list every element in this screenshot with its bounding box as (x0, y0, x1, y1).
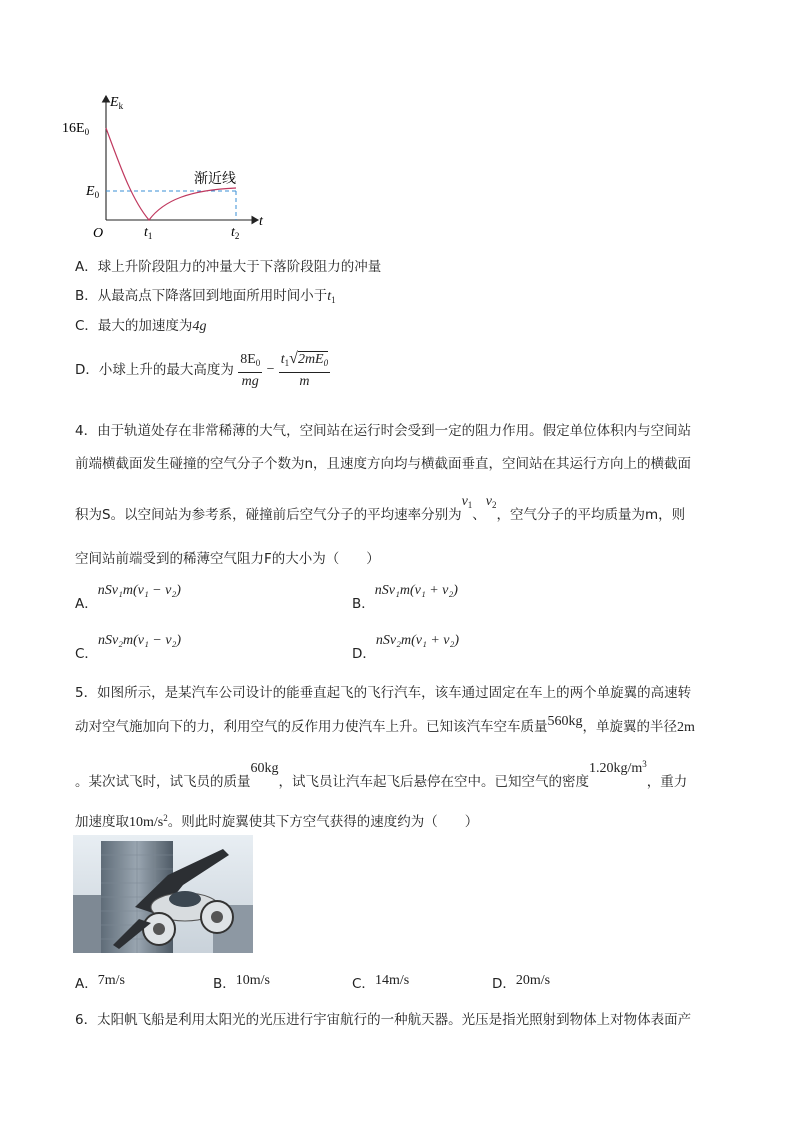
q4-line-3: 积为S。以空间站为参考系，碰撞前后空气分子的平均速率分别为$v^1$、$v^2$，空气分子的平均质量为m，则 (75, 494, 686, 523)
y-axis-label: $E_k$ (110, 95, 124, 111)
x-axis-label: t (259, 214, 263, 229)
q4-option-d: D．nSv₂m(v₁ + v₂) (352, 633, 460, 662)
q5-option-b: B．10m/s (213, 973, 270, 992)
q3-option-b-text: B．从最高点下降落回到地面所用时间小于 (75, 288, 328, 304)
q3-option-c-expr: 4g (192, 319, 207, 334)
q3-option-d-text: D．小球上升的最大高度为 (75, 362, 234, 378)
q3-option-d-minus: − (266, 362, 275, 377)
asymptote-label: 渐近线 (194, 171, 236, 187)
q3-option-d-frac1: $\frac{8E_0}{mg}$ (240, 351, 261, 389)
y-tick-e0: $E_0$ (86, 184, 100, 200)
q3-option-b (75, 286, 336, 310)
q6-line-1: 6．太阳帆飞船是利用太阳光的光压进行宇宙航行的一种航天器。光压是指光照射到物体上对物体表面产 (75, 1012, 692, 1028)
q5-option-d: D．20m/s (492, 973, 551, 992)
q5-option-a: A．7m/s (75, 973, 125, 992)
q4-option-b: B．nSv₁m(v₁ + v₂) (352, 583, 458, 612)
ek-t-graph (60, 88, 280, 240)
q4-line-1: 4．由于轨道处存在非常稀薄的大气，空间站在运行时会受到一定的阻力作用。假定单位体积内与空间站 (75, 423, 692, 439)
q5-line-2: 动对空气施加向下的力，利用空气的反作用力使汽车上升。已知该汽车空车质量560kg，单旋翼的半径2m (75, 714, 695, 735)
q5-line-1: 5．如图所示，是某汽车公司设计的能垂直起飞的飞行汽车，该车通过固定在车上的两个单旋翼的高速转 (75, 685, 692, 701)
q4-line-4: 空间站前端受到的稀薄空气阻力F的大小为（ ） (75, 551, 380, 567)
q3-option-d (75, 350, 330, 390)
q5-line-4: 加速度取$10m/s^2$。则此时旋翼使其下方空气获得的速度约为（ ） (75, 813, 479, 830)
q5-option-c: C．14m/s (352, 973, 410, 992)
x-tick-t1: $t_1$ (144, 225, 153, 240)
q3-option-a: A．球上升阶段阻力的冲量大于下落阶段阻力的冲量 (75, 259, 382, 275)
q3-option-b-var: t (327, 289, 332, 304)
q4-line-2: 前端横截面发生碰撞的空气分子个数为n，且速度方向均与横截面垂直，空间站在其运行方向上的横截面 (75, 456, 692, 472)
y-tick-16e0: $16E_0$ (62, 121, 90, 137)
q5-line-3: 。某次试飞时，试飞员的质量60kg，试飞员让汽车起飞后悬停在空中。已知空气的密度$1.20kg/m^3$，重力 (75, 759, 688, 790)
q4-option-c: C．nSv₂m(v₁ − v₂) (75, 633, 182, 662)
q3-option-c (75, 316, 206, 337)
q3-option-b-sub: 1 (331, 295, 336, 305)
flying-car-photo (73, 835, 253, 953)
x-tick-t2: $t_2$ (231, 225, 240, 240)
origin-label: O (93, 226, 104, 240)
q4-option-a: A．nSv₁m(v₁ − v₂) (75, 583, 181, 612)
q3-option-c-text: C．最大的加速度为 (75, 318, 193, 334)
q3-option-d-frac2: $\frac{t_1√2mE_0}{m}$ (280, 350, 329, 389)
